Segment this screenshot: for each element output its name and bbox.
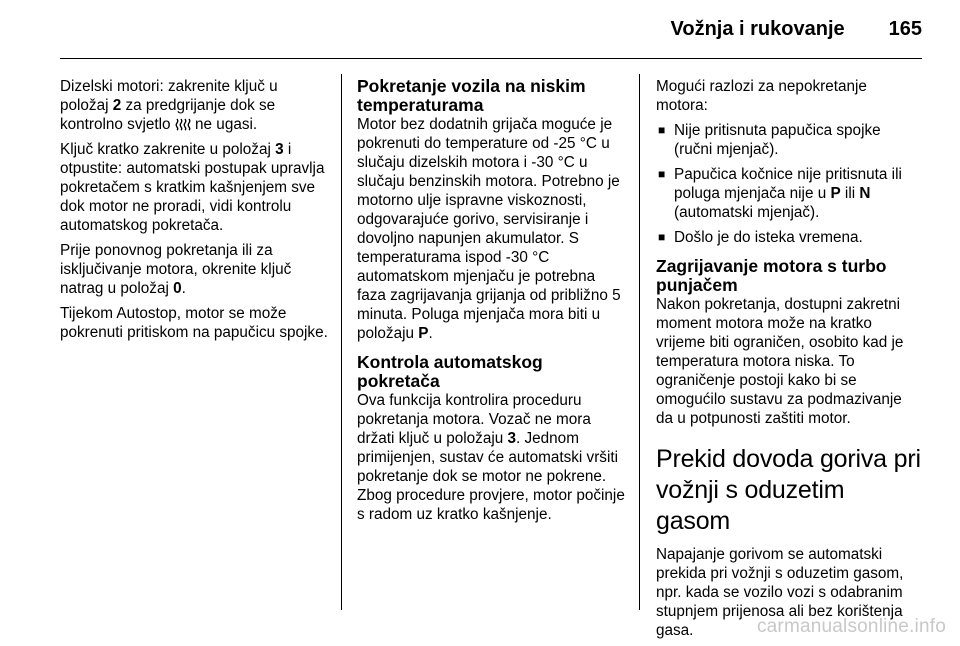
page-header [671, 18, 923, 41]
paragraph-key-turn: Ključ kratko zakrenite u položaj 3 i otpustite: automatski postupak upravlja pokretačem s kratkim kašnjenjem sve dok motor ne proradi, vidi kontrolu automatskog pokretača. [60, 141, 325, 234]
bullet-square-icon: ■ [658, 167, 666, 181]
section-title: Vožnja i rukovanje [670, 18, 845, 40]
bullet-square-icon: ■ [658, 123, 666, 137]
glow-plug-icon [175, 117, 191, 131]
list-item: ■ Nije pritisnuta papučica spojke (ručni mjenjač). [658, 122, 881, 158]
heading-fuel-cutoff: Prekid dovoda goriva pri vožnji s oduzetim gasom [656, 445, 921, 535]
paragraph-low-temp: Motor bez dodatnih grijača moguće je pokrenuti do temperature od -25 °C u slučaju dizelskih motora i -30 °C u slučaju benzinskih motora. Potrebno je motorno ulje ispravne viskoznosti, odgovarajuće gorivo, servisiranje i dovoljno napunjen akumulator. S temperaturama ispod -30 °C automatskom mjenjaču je potrebna faza zagrijavanja grijanja od približno 5 minuta. Poluga mjenjača mora biti u položaju P. [357, 116, 621, 342]
paragraph-restart: Prije ponovnog pokretanja ili za isključivanje motora, okrenite ključ natrag u položaj 0. [60, 242, 292, 297]
list-item: ■ Došlo je do isteka vremena. [658, 229, 863, 246]
heading-auto-start-control: Kontrola automatskog pokretača [357, 352, 543, 391]
page-number: 165 [888, 18, 922, 40]
paragraph-fuel-cutoff: Napajanje gorivom se automatski prekida pri vožnji s oduzetim gasom, npr. kada se vozilo vozi s odabranim stupnjem prijenosa ali bez korištenja gasa. [656, 546, 904, 639]
paragraph-turbo: Nakon pokretanja, dostupni zakretni moment motora može na kratko vrijeme biti ograničen, osobito kad je temperatura motora niska. To ograničenje postoji kako bi se omogućilo sustavu za podmazivanje da u potpunosti zaštiti motor. [656, 296, 904, 427]
heading-turbo-warmup: Zagrijavanje motora s turbo punjačem [656, 256, 887, 295]
paragraph-autostop: Tijekom Autostop, motor se može pokrenuti pritiskom na papučicu spojke. [60, 305, 328, 341]
column-1 [60, 77, 328, 348]
paragraph-auto-start: Ova funkcija kontrolira proceduru pokretanja motora. Vozač ne mora držati ključ u položaju 3. Jednom primijenjen, sustav će automatski vršiti pokretanje dok se motor ne pokrene. Zbog procedure provjere, motor počinje s radom uz kratko kašnjenje. [357, 392, 625, 523]
heading-low-temp-start: Pokretanje vozila na niskim temperaturama [357, 76, 586, 115]
list-item: ■ Papučica kočnice nije pritisnuta ili poluga mjenjača nije u P ili N (automatski mjenjač). [658, 166, 902, 221]
watermark: carmanualsonline.info [756, 616, 946, 637]
column-3 [656, 77, 922, 646]
column-divider-2 [639, 74, 640, 610]
paragraph-diesel: Dizelski motori: zakrenite ključ u položaj 2 za predgrijanje dok se kontrolno svjetlo ne ugasi. [60, 78, 278, 133]
column-divider-1 [341, 74, 342, 610]
header-rule [60, 58, 922, 59]
column-2 [357, 77, 627, 530]
paragraph-reasons-intro: Mogući razlozi za nepokretanje motora: [656, 78, 867, 114]
bullet-square-icon: ■ [658, 230, 666, 244]
reasons-list [656, 121, 922, 247]
